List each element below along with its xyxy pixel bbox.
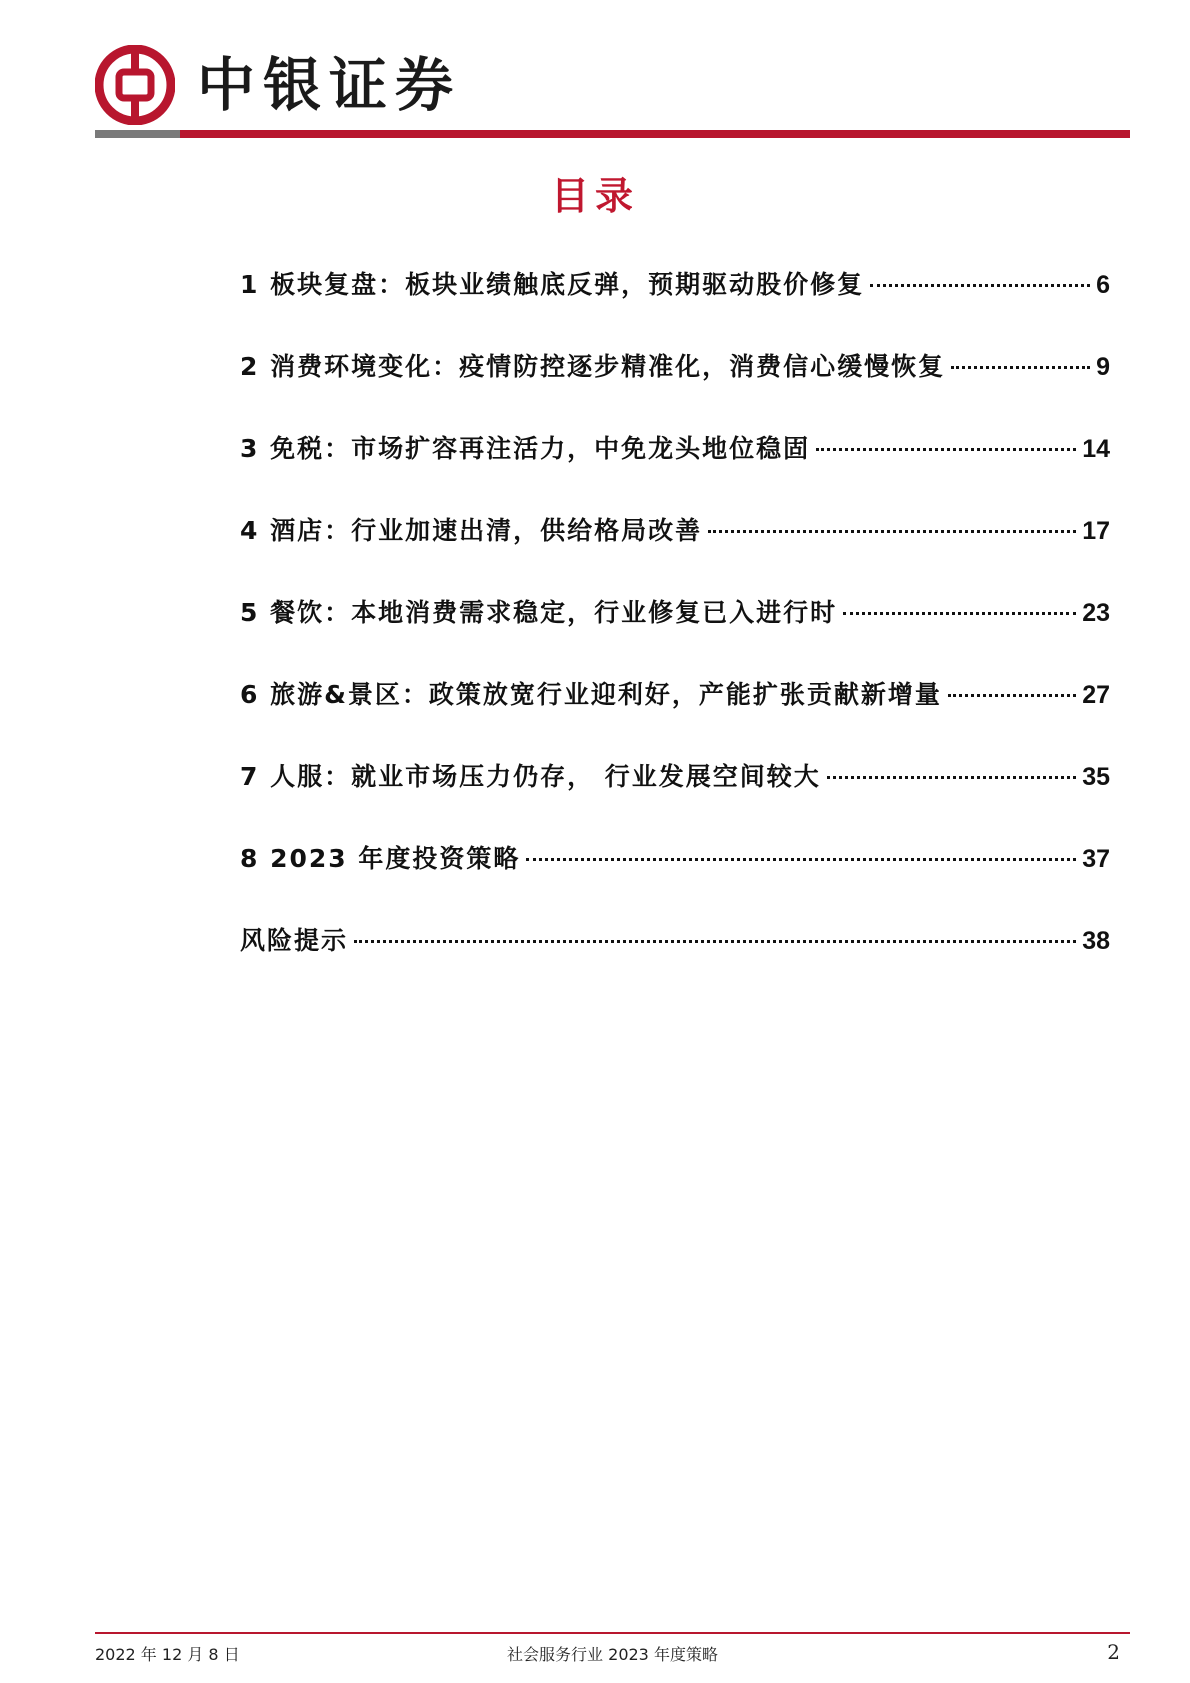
- toc-entry-label: 3 免税：市场扩容再注活力，中免龙头地位稳固: [240, 434, 811, 463]
- brand-name: 中银证券: [197, 51, 462, 119]
- toc-entry-page: 37: [1082, 845, 1110, 873]
- toc-entry-page: 6: [1096, 271, 1110, 299]
- toc-entry-label: 6 旅游&景区：政策放宽行业迎利好，产能扩张贡献新增量: [240, 680, 942, 709]
- toc-entry-page: 27: [1082, 681, 1110, 709]
- dot-leader: [354, 940, 1076, 943]
- page-footer: [95, 1638, 1130, 1668]
- toc-entry-label: 4 酒店：行业加速出清，供给格局改善: [240, 516, 703, 545]
- toc-entry-page: 35: [1082, 763, 1110, 791]
- toc-entry[interactable]: [240, 593, 1110, 675]
- footer-divider: [95, 1632, 1130, 1634]
- page-number: 2: [1107, 1640, 1120, 1664]
- toc-entry[interactable]: [240, 265, 1110, 347]
- toc-entry[interactable]: [240, 757, 1110, 839]
- toc-entry[interactable]: [240, 347, 1110, 429]
- report-date: 2022 年 12 月 8 日: [95, 1645, 240, 1664]
- dot-leader: [708, 530, 1076, 533]
- toc-entry[interactable]: [240, 429, 1110, 511]
- toc-entry[interactable]: [240, 839, 1110, 921]
- dot-leader: [951, 366, 1090, 369]
- toc-entry-label: 8 2023 年度投资策略: [240, 844, 521, 873]
- toc-entry[interactable]: [240, 511, 1110, 593]
- toc-entry[interactable]: [240, 921, 1110, 1003]
- dot-leader: [827, 776, 1076, 779]
- toc-entry-label: 2 消费环境变化：疫情防控逐步精准化，消费信心缓慢恢复: [240, 352, 946, 381]
- toc-entry-page: 14: [1082, 435, 1110, 463]
- dot-leader: [948, 694, 1076, 697]
- page-header: [95, 40, 461, 130]
- toc-entry-label: 5 餐饮：本地消费需求稳定，行业修复已入进行时: [240, 598, 838, 627]
- toc-entry-page: 17: [1082, 517, 1110, 545]
- bank-of-china-logo-icon: [95, 45, 175, 125]
- toc-entry[interactable]: [240, 675, 1110, 757]
- toc-entry-label: 7 人服：就业市场压力仍存， 行业发展空间较大: [240, 762, 821, 791]
- dot-leader: [870, 284, 1090, 287]
- dot-leader: [526, 858, 1076, 861]
- toc-entry-page: 23: [1082, 599, 1110, 627]
- toc-entry-label: 风险提示: [240, 926, 349, 955]
- dot-leader: [843, 612, 1076, 615]
- toc-entry-label: 1 板块复盘：板块业绩触底反弹，预期驱动股价修复: [240, 270, 865, 299]
- toc-title: 目录: [550, 174, 639, 218]
- header-divider: [95, 130, 1130, 138]
- toc-entry-page: 38: [1082, 927, 1110, 955]
- toc-entry-page: 9: [1096, 353, 1110, 381]
- dot-leader: [816, 448, 1076, 451]
- report-title: 社会服务行业 2023 年度策略: [507, 1645, 718, 1664]
- table-of-contents: [240, 265, 1110, 1003]
